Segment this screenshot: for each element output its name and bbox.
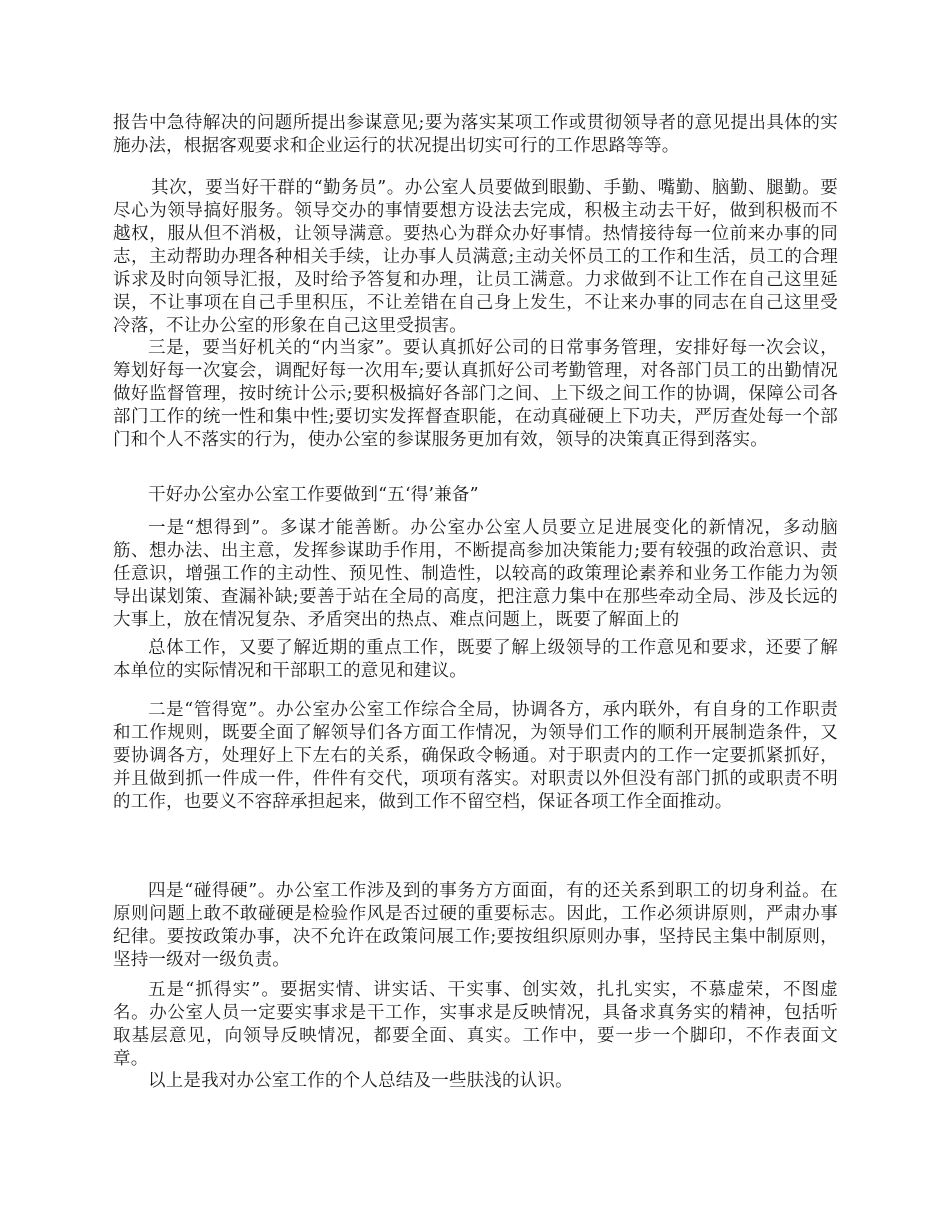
paragraph-housekeeper-role: 三是，要当好机关的“内当家”。要认真抓好公司的日常事务管理，安排好每一次会议，筹划好每一次宴会，调配好每一次用车;要认真抓好公司考勤管理，对各部门员工的出勤情况做好监督管理，按时统计公示;要积极搞好各部门之间、上下级之间工作的协调，保障公司各部门工作的统一性和集中性;要切实发挥督查职能，在动真碰硬上下功夫，严厉查处每一个部门和个人不落实的行为，使办公室的参谋服务更加有效，领导的决策真正得到落实。 — [113, 338, 838, 450]
paragraph-continuation: 报告中急待解决的问题所提出参谋意见;要为落实某项工作或贯彻领导者的意见提出具体的实施办法，根据客观要求和企业运行的状况提出切实可行的工作思路等等。 — [113, 113, 838, 156]
paragraph-practical-work: 五是“抓得实”。要据实情、讲实话、干实事、创实效，扎扎实实，不慕虚荣，不图虚名。办公室人员一定要实事求是干工作，实事求是反映情况，具备求真务实的精神，包括听取基层意见，向领导反映情况，都要全面、真实。工作中，要一步一个脚印，不作表面文章。 — [113, 980, 838, 1069]
paragraph-think-ahead: 一是“想得到”。多谋才能善断。办公室办公室人员要立足进展变化的新情况，多动脑筋、想办法、出主意，发挥参谋助手作用，不断提高参加决策能力;要有较强的政治意识、责任意识，增强工作的主动性、预见性、制造性，以较高的政策理论素养和业务工作能力为领导出谋划策、查漏补缺;要善于站在全局的高度，把注意力集中在那些牵动全局、涉及长远的大事上，放在情况复杂、矛盾突出的热点、难点问题上，既要了解面上的 — [113, 518, 838, 630]
section-heading: 干好办公室办公室工作要做到“五‘得’兼备” — [148, 485, 479, 505]
paragraph-service-role: 其次，要当好干群的“勤务员”。办公室人员要做到眼勤、手勤、嘴勤、脑勤、腿勤。要尽心为领导搞好服务。领导交办的事情要想方设法去完成，积极主动去干好，做到积极而不越权，服从但不消极，让领导满意。要热心为群众办好事情。热情接待每一位前来办事的同志，主动帮助办理各种相关手续，让办事人员满意;主动关怀员工的工作和生活，员工的合理诉求及时向领导汇报，及时给予答复和办理，让员工满意。力求做到不让工作在自己这里延误，不让事项在自己手里积压，不让差错在自己身上发生，不让来办事的同志在自己这里受冷落，不让办公室的形象在自己这里受损害。 — [113, 178, 838, 336]
paragraph-think-ahead-cont: 总体工作，又要了解近期的重点工作，既要了解上级领导的工作意见和要求，还要了解本单位的实际情况和干部职工的意见和建议。 — [113, 638, 838, 681]
paragraph-broad-management: 二是“管得宽”。办公室办公室工作综合全局，协调各方，承内联外，有自身的工作职责和工作规则，既要全面了解领导们各方面工作情况，为领导们工作的顺利开展制造条件，又要协调各方，处理好上下左右的关系，确保政令畅通。对于职责内的工作一定要抓紧抓好，并且做到抓一件成一件，件件有交代，项项有落实。对职责以外但没有部门抓的或职责不明的工作，也要义不容辞承担起来，做到工作不留空档，保证各项工作全面推动。 — [113, 700, 838, 812]
paragraph-conclusion: 以上是我对办公室工作的个人总结及一些肤浅的认识。 — [148, 1071, 573, 1091]
paragraph-tough-principles: 四是“碰得硬”。办公室工作涉及到的事务方方面面，有的还关系到职工的切身利益。在原则问题上敢不敢碰硬是检验作风是否过硬的重要标志。因此，工作必须讲原则，严肃办事纪律。要按政策办事，决不允许在政策问展工作;要按组织原则办事，坚持民主集中制原则，坚持一级对一级负责。 — [113, 881, 838, 970]
